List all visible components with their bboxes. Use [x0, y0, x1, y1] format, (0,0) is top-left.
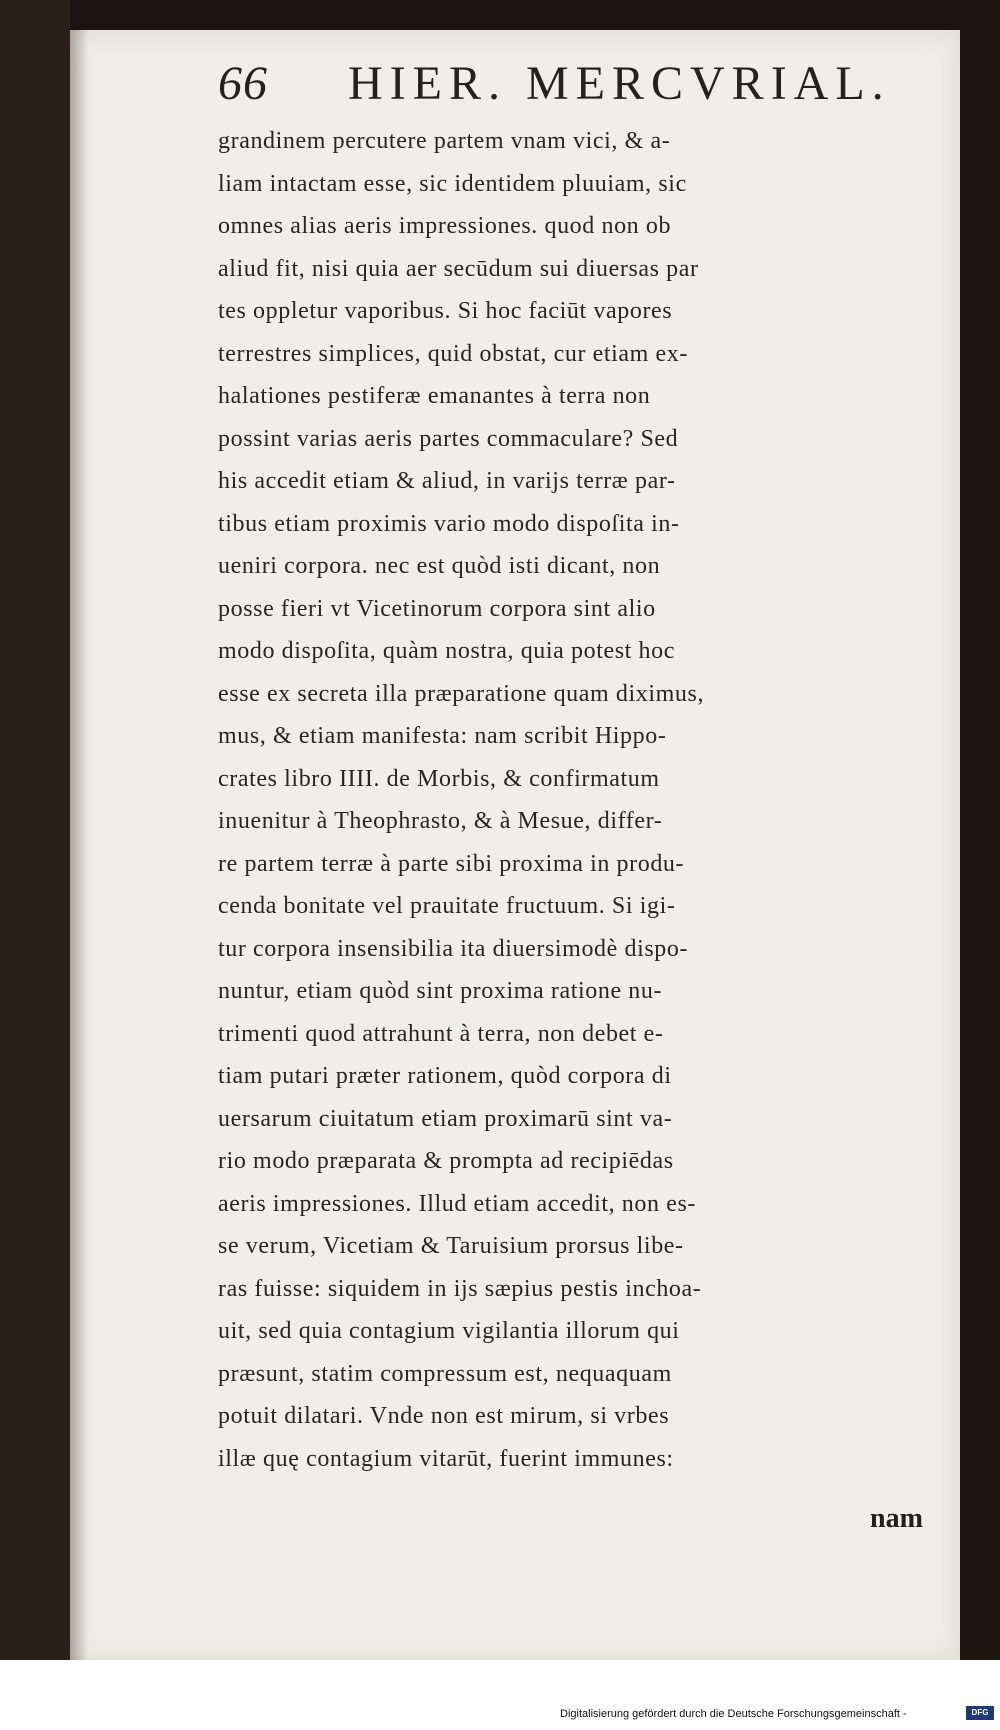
text-line: ras fuisse: siquidem in ijs sæpius pestis inchoa-	[218, 1275, 702, 1302]
text-line: tiam putari præter rationem, quòd corpora di	[218, 1063, 672, 1089]
scanner-edge-right	[960, 0, 1000, 1660]
body-text	[218, 120, 958, 1480]
text-line: tes oppletur vaporibus. Si hoc faciūt vapores	[218, 298, 673, 324]
running-head: HIER. MERCVRIAL.	[348, 57, 891, 110]
text-line: præsunt, statim compressum est, nequaquam	[218, 1360, 672, 1387]
text-line: nuntur, etiam quòd sint proxima ratione nu-	[218, 978, 663, 1004]
page-gutter-shadow	[70, 30, 88, 1662]
text-line: his accedit etiam & aliud, in varijs terræ par-	[218, 468, 676, 494]
catchword: nam	[870, 1503, 923, 1534]
text-line: aliud fit, nisi quia aer secūdum sui diuersas par	[218, 255, 699, 282]
text-line: cenda bonitate vel prauitate fructuum. Si igi-	[218, 893, 676, 919]
text-line: tibus etiam proximis vario modo dispoſita in-	[218, 510, 680, 537]
text-line: halationes pestiferæ emanantes à terra non	[218, 383, 651, 409]
dfg-logo: DFG	[966, 1706, 994, 1720]
text-line: modo dispoſita, quàm nostra, quia potest hoc	[218, 638, 676, 664]
text-line: possint varias aeris partes commaculare? Sed	[218, 425, 679, 452]
page-header	[218, 56, 908, 112]
text-line: crates libro IIII. de Morbis, & confirmatum	[218, 765, 660, 792]
digitization-note: Digitalisierung gefördert durch die Deutsche Forschungsgemeinschaft -	[560, 1708, 907, 1720]
text-line: terrestres simplices, quid obstat, cur etiam ex-	[218, 340, 688, 367]
scanner-edge-left	[0, 0, 70, 1730]
text-line: liam intactam esse, sic identidem pluuiam, sic	[218, 170, 687, 197]
text-line: mus, & etiam manifesta: nam scribit Hippo-	[218, 723, 667, 749]
text-line: rio modo præparata & prompta ad recipiēdas	[218, 1148, 674, 1174]
text-line: tur corpora insensibilia ita diuersimodè dispo-	[218, 935, 689, 962]
text-line: inuenitur à Theophrasto, & à Mesue, differ-	[218, 808, 663, 834]
text-line: esse ex secreta illa præparatione quam diximus,	[218, 680, 705, 707]
text-line: aeris impressiones. Illud etiam accedit, non es-	[218, 1190, 696, 1217]
text-line: omnes alias aeris impressiones. quod non ob	[218, 213, 672, 239]
text-line: re partem terræ à parte sibi proxima in produ-	[218, 850, 685, 877]
text-line: trimenti quod attrahunt à terra, non debet e-	[218, 1020, 664, 1047]
text-line: se verum, Vicetiam & Taruisium prorsus libe-	[218, 1233, 684, 1259]
text-line: uersarum ciuitatum etiam proximarū sint va-	[218, 1105, 673, 1132]
page-number: 66	[218, 57, 268, 110]
text-line: illæ quę contagium vitarūt, fuerint immunes:	[218, 1445, 674, 1472]
text-line: grandinem percutere partem vnam vici, & a-	[218, 128, 671, 154]
text-line: ueniri corpora. nec est quòd isti dicant, non	[218, 553, 661, 579]
text-line: posse fieri vt Vicetinorum corpora sint alio	[218, 595, 656, 622]
scanner-edge-top	[0, 0, 1000, 30]
text-line: uit, sed quia contagium vigilantia illorum qui	[218, 1318, 680, 1344]
text-line: potuit dilatari. Vnde non est mirum, si vrbes	[218, 1403, 670, 1429]
